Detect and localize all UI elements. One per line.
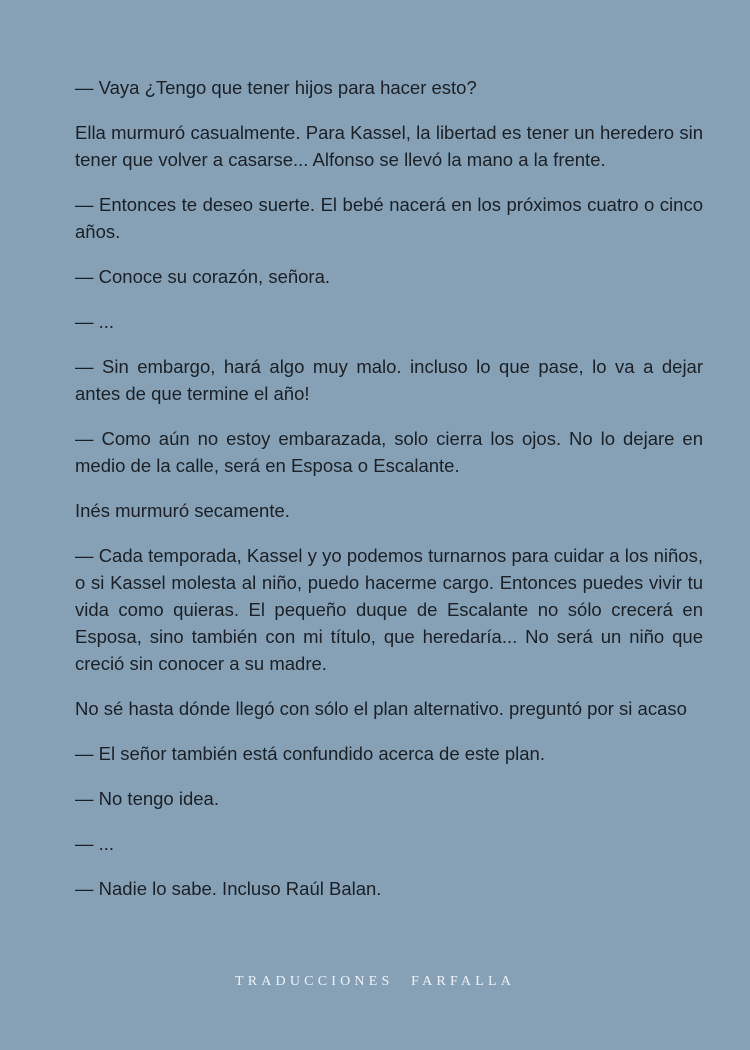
page-text [75,74,703,920]
paragraph: Ella murmuró casualmente. Para Kassel, la libertad es tener un heredero sin tener que volver a casarse... Alfonso se llevó la mano a la frente. [75,122,703,170]
paragraph: No sé hasta dónde llegó con sólo el plan alternativo. preguntó por si acaso [75,698,687,719]
paragraph: — ... [75,833,115,854]
paragraph: — Entonces te deseo suerte. El bebé nacerá en los próximos cuatro o cinco años. [75,194,703,242]
paragraph: — Conoce su corazón, señora. [75,266,331,287]
paragraph: — Vaya ¿Tengo que tener hijos para hacer esto? [75,77,477,98]
footer-credit: TRADUCCIONES FARFALLA [234,974,516,989]
paragraph: — ... [75,311,115,332]
paragraph: — Sin embargo, hará algo muy malo. incluso lo que pase, lo va a dejar antes de que termine el año! [75,356,703,404]
paragraph: Inés murmuró secamente. [75,500,290,521]
paragraph: — El señor también está confundido acerca de este plan. [75,743,545,764]
paragraph: — Cada temporada, Kassel y yo podemos turnarnos para cuidar a los niños, o si Kassel molesta al niño, puedo hacerme cargo. Entonces puedes vivir tu vida como quieras. El pequeño duque de Escalante no sólo crecerá en Esposa, sino también con mi título, que heredaría... No será un niño que creció sin conocer a su madre. [75,545,703,674]
paragraph: — No tengo idea. [75,788,219,809]
paragraph: — Como aún no estoy embarazada, solo cierra los ojos. No lo dejare en medio de la calle, será en Esposa o Escalante. [75,428,703,476]
paragraph: — Nadie lo sabe. Incluso Raúl Balan. [75,878,382,899]
